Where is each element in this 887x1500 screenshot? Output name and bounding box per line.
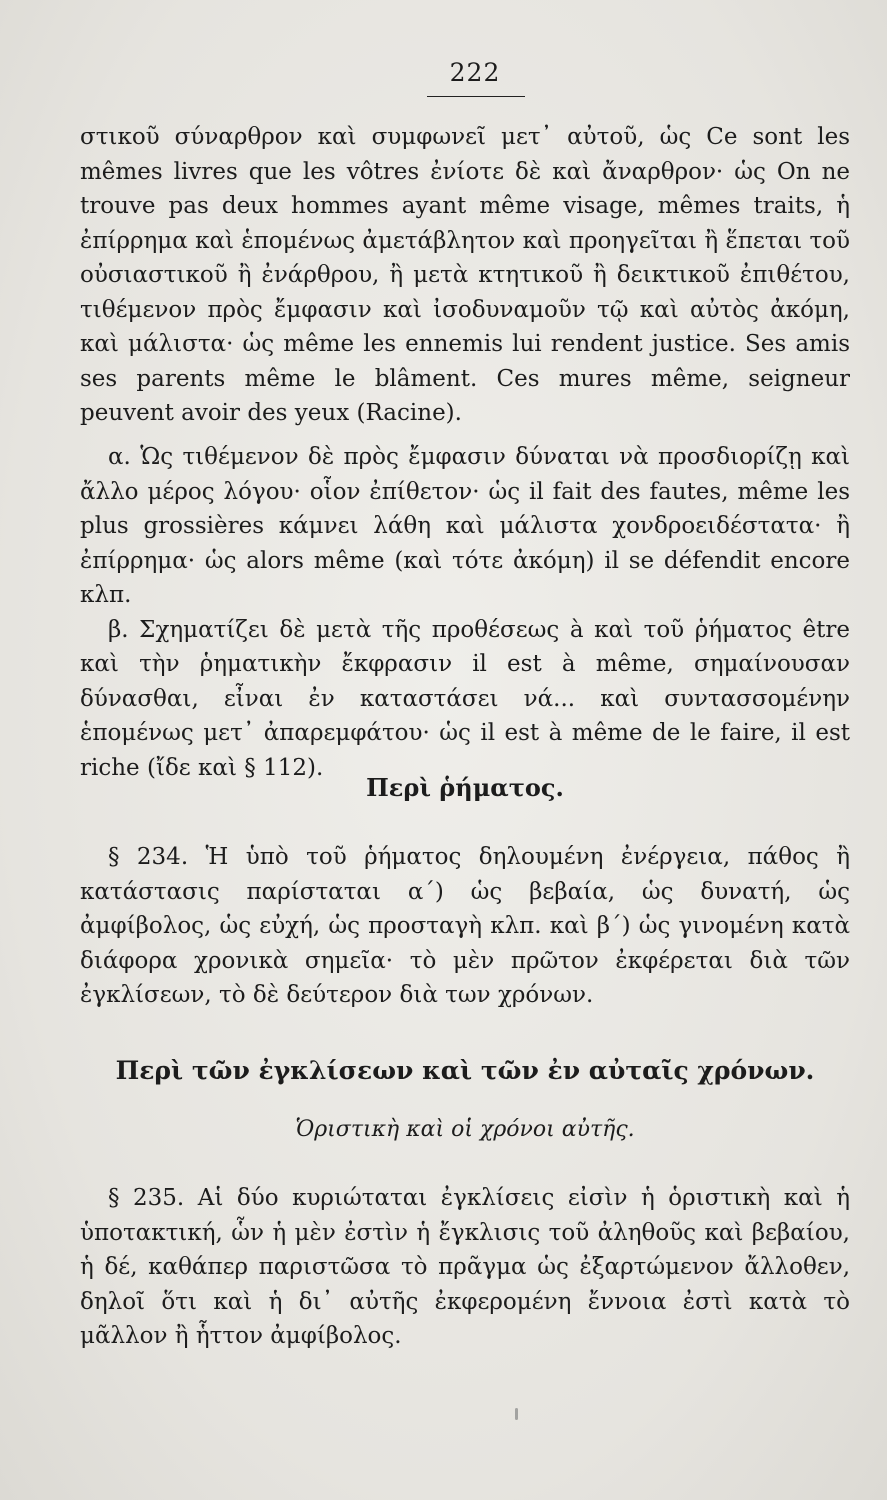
paragraph-section-234 (80, 840, 850, 1013)
paragraph-text: α. Ὡς τιθέμενον δὲ πρὸς ἔμφασιν δύναται νὰ προσδιορίζῃ καὶ ἄλλο μέρος λόγου· οἷον ἐπίθετον· ὡς il fait des fautes, même les plus grossières κάμνει λάθη καὶ μάλιστα χονδροειδέστατα· ἢ ἐπίρρημα· ὡς alors même (καὶ τότε ἀκόμη) il se défendit encore κλπ. (80, 444, 850, 608)
paragraph-text: § 234. Ἡ ὑπὸ τοῦ ῥήματος δηλουμένη ἐνέργεια, πάθος ἢ κατάστασις παρίσταται α΄) ὡς βεβαία, ὡς δυνατή, ὡς ἀμφίβολος, ὡς εὐχή, ὡς προσταγὴ κλπ. καὶ β΄) ὡς γινομένη κατὰ διάφορα χρονικὰ σημεῖα· τὸ μὲν πρῶτον ἐκφέρεται διὰ τῶν ἐγκλίσεων, τὸ δὲ δεύτερον διὰ των χρόνων. (80, 844, 850, 1008)
section-heading-moods-tenses: Περὶ τῶν ἐγκλίσεων καὶ τῶν ἐν αὐταῖς χρόνων. (115, 1056, 815, 1085)
page-number: 222 (449, 58, 501, 87)
paragraph-text: § 235. Αἱ δύο κυριώταται ἐγκλίσεις εἰσὶν ἡ ὁριστικὴ καὶ ἡ ὑποτακτική, ὧν ἡ μὲν ἐστὶν ἡ ἔγκλισις τοῦ ἀληθοῦς καὶ βεβαίου, ἡ δέ, καθάπερ παριστῶσα τὸ πρᾶγμα ὡς ἐξαρτώμενον ἄλλοθεν, δηλοῖ ὅτι καὶ ἡ δι᾽ αὐτῆς ἐκφερομένη ἔννοια ἐστὶ κατὰ τὸ μᾶλλον ἢ ἧττον ἀμφίβολος. (80, 1185, 850, 1349)
subsection-heading-indicative: Ὁριστικὴ καὶ οἱ χρόνοι αὐτῆς. (295, 1117, 635, 1142)
paragraph-text: β. Σχηματίζει δὲ μετὰ τῆς προθέσεως à καὶ τοῦ ῥήματος être καὶ τὴν ῥηματικὴν ἔκφρασιν il est à même, σημαίνουσαν δύνασθαι, εἶναι ἐν καταστάσει νά... καὶ συντασσομένην ἑπομένως μετ᾽ ἀπαρεμφάτου· ὡς il est à même de le faire, il est riche (ἴδε καὶ § 112). (80, 616, 850, 781)
paper-speck (515, 1408, 518, 1420)
paragraph-section-235 (80, 1181, 850, 1354)
paragraph-meme-usage (80, 120, 850, 431)
paragraph-alpha-emphasis (80, 440, 850, 785)
paragraph-text: στικοῦ σύναρθρον καὶ συμφωνεῖ μετ᾽ αὐτοῦ, ὡς Ce sont les mêmes livres que les vôtres ἐνίοτε δὲ καὶ ἄναρθρον· ὡς On ne trouve pas deux hommes ayant même visage, mêmes traits, ἡ ἐπίρρημα καὶ ἑπομένως ἀμετάβλητον καὶ προηγεῖται ἢ ἕπεται τοῦ οὐσιαστικοῦ ἢ ἐνάρθρου, ἢ μετὰ κτητικοῦ ἢ δεικτικοῦ ἐπιθέτου, τιθέμενον πρὸς ἔμφασιν καὶ ἰσοδυναμοῦν τῷ καὶ αὐτὸς ἀκόμη, καὶ μάλιστα· ὡς même les ennemis lui rendent justice. Ses amis ses parents même le blâment. Ces mures même, seigneur peuvent avoir des yeux (Racine). (80, 124, 850, 426)
page-number-rule (427, 96, 525, 97)
section-heading-verb: Περὶ ῥήματος. (366, 773, 564, 802)
